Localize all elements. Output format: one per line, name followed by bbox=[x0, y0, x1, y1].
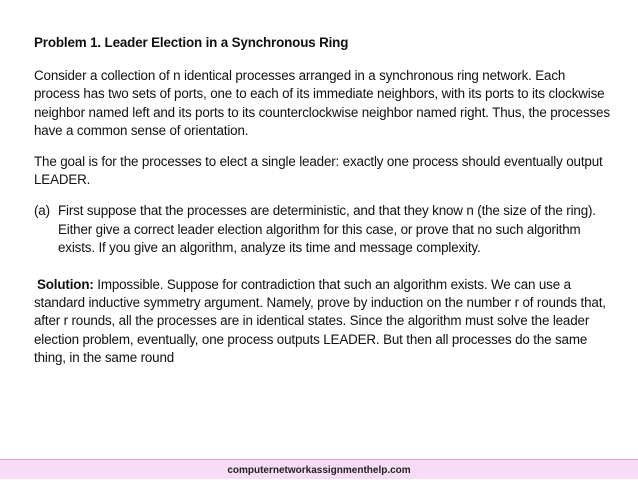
slide-content bbox=[34, 34, 614, 380]
footer-website: computernetworkassignmenthelp.com bbox=[227, 465, 411, 476]
question-item bbox=[34, 202, 614, 257]
solution-label: Solution: bbox=[37, 277, 94, 293]
solution-text: Impossible. Suppose for contradiction that such an algorithm exists. We can use a standard inductive symmetry argument. Namely, prove by induction on the number r of rounds that, after r rounds, all the processes are in identical states. Since the algorithm must solve the leader election problem, eventually, one process outputs LEADER. But then all processes do the same thing, in the same round bbox=[34, 277, 606, 365]
problem-title: Problem 1. Leader Election in a Synchronous Ring bbox=[34, 35, 349, 50]
problem-description: Consider a collection of n identical processes arranged in a synchronous ring network. Each process has two sets of ports, one to each of its immediate neighbors, with its ports to its clockwise neighbor named left and its ports to its counterclockwise neighbor named right. Thus, the processes have a common sense of orientation. bbox=[34, 68, 610, 138]
question-text: First suppose that the processes are deterministic, and that they know n (the size of the ring). Either give a correct leader election algorithm for this case, or prove that no such algorithm exists. If you give an algorithm, analyze its time and message complexity. bbox=[58, 203, 596, 255]
footer-bar bbox=[0, 459, 638, 479]
problem-goal: The goal is for the processes to elect a single leader: exactly one process should eventually output LEADER. bbox=[34, 154, 603, 188]
solution-paragraph bbox=[34, 276, 614, 367]
question-label: (a) bbox=[34, 203, 50, 219]
